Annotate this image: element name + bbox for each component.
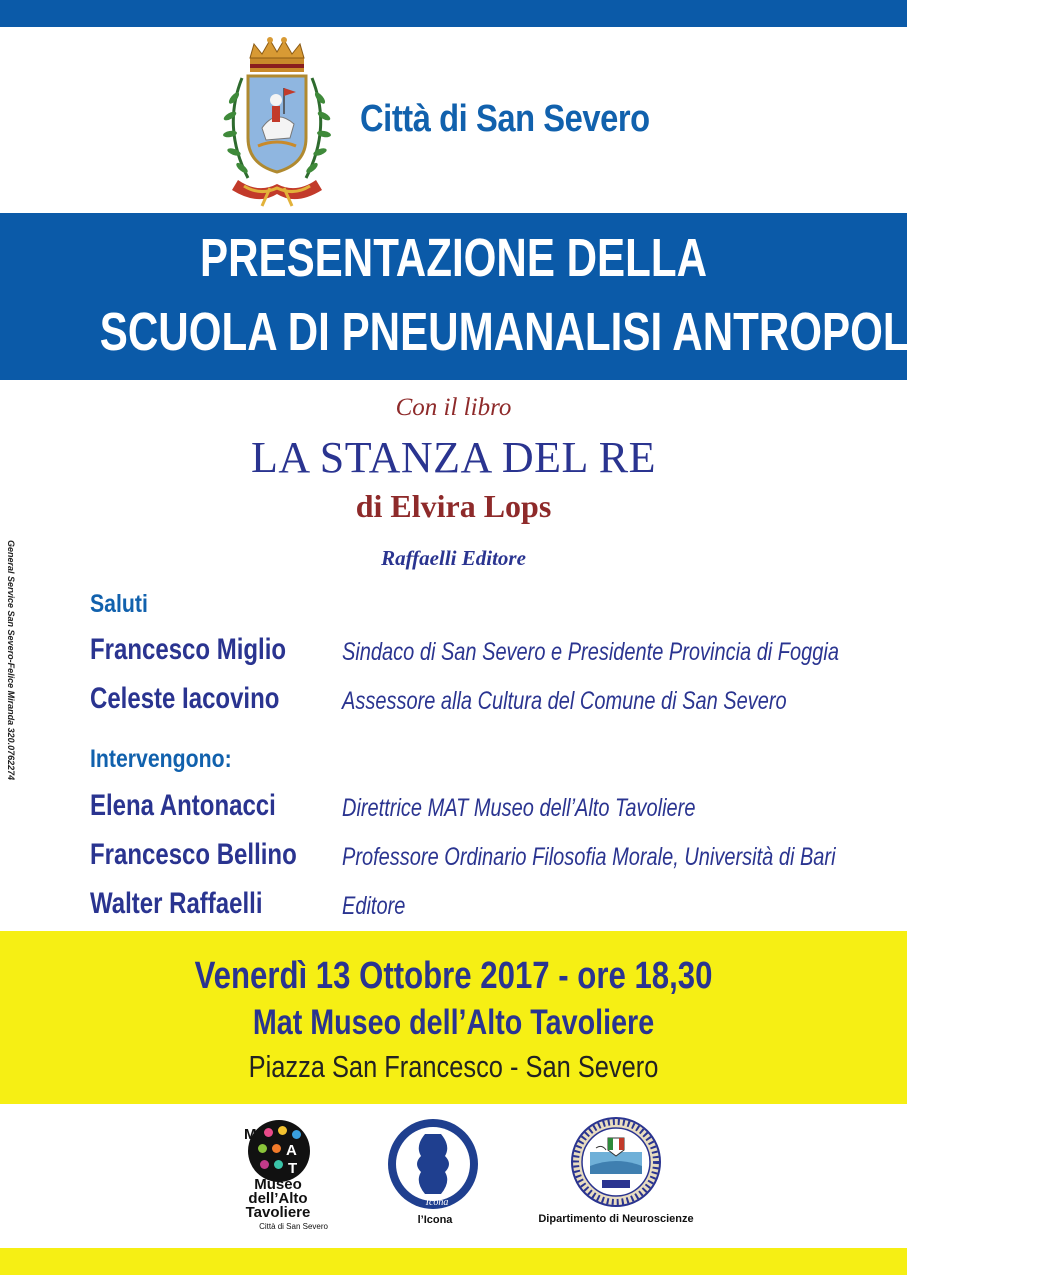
neuroscience-caption: Dipartimento di Neuroscienze — [538, 1213, 694, 1225]
mat-letter: A — [286, 1142, 297, 1159]
speaker-role: Editore — [342, 892, 406, 920]
event-title-line-2: SCUOLA DI PNEUMANALISI ANTROPOLOGICA — [99, 302, 1047, 362]
mat-museum-logo — [218, 1118, 338, 1238]
mat-logo-subtitle: Città di San Severo — [259, 1222, 328, 1231]
mat-logo-circle — [244, 1120, 310, 1182]
mat-letter: T — [288, 1160, 298, 1177]
mat-logo-text — [218, 1178, 338, 1234]
coat-of-arms-icon — [218, 38, 336, 208]
event-title-line-1: PRESENTAZIONE DELLA — [199, 228, 708, 288]
title-band — [0, 213, 1047, 380]
speaker-name: Francesco Bellino — [90, 838, 297, 871]
icona-script-text: Icona — [425, 1197, 449, 1208]
greeting-person-role: Sindaco di San Severo e Presidente Provincia di Foggia — [342, 638, 839, 666]
city-title: Città di San Severo — [360, 98, 650, 140]
speaker-name: Elena Antonacci — [90, 789, 276, 822]
greeting-person-name: Celeste Iacovino — [90, 682, 280, 715]
side-credit — [6, 540, 26, 780]
mat-letter: M — [244, 1126, 257, 1143]
mat-logo-line: Tavoliere — [245, 1204, 311, 1221]
book-publisher: Raffaelli Editore — [381, 546, 526, 570]
speaker-role: Direttrice MAT Museo dell’Alto Tavoliere — [342, 794, 696, 822]
icona-emblem-icon — [385, 1116, 485, 1212]
event-venue: Mat Museo dell’Alto Tavoliere — [252, 1003, 655, 1042]
top-blue-bar — [0, 0, 907, 27]
side-credit-text: General Service San Severo-Felice Miranda 320.0762274 — [6, 540, 16, 781]
bottom-yellow-bar — [0, 1248, 907, 1275]
speakers-label: Intervengono: — [90, 745, 232, 773]
greeting-person-name: Francesco Miglio — [90, 633, 287, 666]
icona-logo — [385, 1116, 485, 1234]
book-title: LA STANZA DEL RE — [251, 433, 656, 482]
event-date-time: Venerdì 13 Ottobre 2017 - ore 18,30 — [194, 955, 713, 997]
university-seal-icon — [538, 1116, 694, 1212]
event-band — [0, 931, 907, 1104]
mat-logo-line: Museo — [254, 1176, 302, 1193]
book-intro: Con il libro — [395, 394, 512, 421]
greetings-label: Saluti — [90, 590, 148, 618]
mat-logo-line: dell’Alto — [248, 1190, 308, 1207]
neuroscience-seal-logo — [538, 1116, 694, 1234]
speaker-name: Walter Raffaelli — [90, 887, 263, 920]
greeting-person-role: Assessore alla Cultura del Comune di San Severo — [342, 687, 787, 715]
book-author: di Elvira Lops — [355, 488, 552, 524]
speaker-role: Professore Ordinario Filosofia Morale, Università di Bari — [342, 843, 836, 871]
icona-caption: l’Icona — [417, 1214, 453, 1226]
event-address: Piazza San Francesco - San Severo — [248, 1049, 659, 1084]
